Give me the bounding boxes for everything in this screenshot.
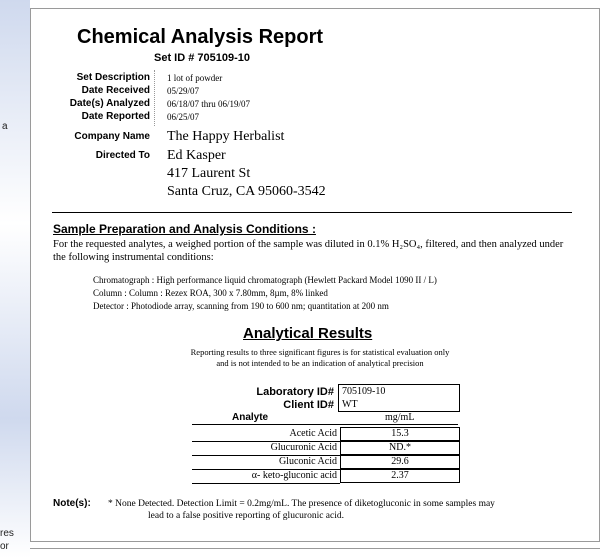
unit-column-header: mg/mL [385,412,415,423]
note-line-2: lead to a false positive reporting of glucuronic acid. [148,511,345,521]
side-fragment-res: res [0,528,14,539]
section-divider [52,212,572,213]
client-id-value: WT [342,399,358,410]
prep-heading: Sample Preparation and Analysis Conditions : [53,222,316,236]
field-divider [154,70,155,126]
notes-text [108,498,568,522]
analyte-row-value: 29.6 [340,455,460,469]
bottom-border [30,548,600,559]
date-analyzed-label: Date(s) Analyzed [69,98,150,109]
disclaimer-line-2: and is not intended to be an indication of analytical precision [216,358,424,368]
directed-to-city: Santa Cruz, CA 95060-3542 [167,184,326,199]
analyte-row-label: Acetic Acid [289,428,337,439]
analyte-column-header: Analyte [232,412,269,423]
directed-to-street: 417 Laurent St [167,166,251,181]
prep-paragraph: For the requested analytes, a weighed portion of the sample was diluted in 0.1% H₂SO₄, filtered, and then analyzed under the following instrumental conditions: [53,239,564,263]
results-disclaimer [160,347,480,369]
analyte-row-label: Glucuronic Acid [270,442,337,453]
client-id-label: Client ID# [283,399,334,411]
company-name-value: The Happy Herbalist [167,129,285,144]
set-description-label: Set Description [76,72,150,83]
results-heading: Analytical Results [243,325,373,342]
analyte-row-value: 2.37 [340,469,460,483]
date-received-value: 05/29/07 [167,86,200,96]
lab-id-value: 705109-10 [342,386,386,397]
notes-label: Note(s): [53,498,91,509]
set-description-value: 1 lot of powder [167,73,223,83]
set-id: Set ID # 705109-10 [154,52,251,64]
date-analyzed-value: 06/18/07 thru 06/19/07 [167,99,250,109]
side-fragment-or: or [0,541,9,552]
analyte-row-value: 15.3 [340,427,460,441]
directed-to-name: Ed Kasper [167,148,226,163]
directed-to-label: Directed To [95,150,150,161]
background-strip [0,0,30,558]
side-fragment-a: a [2,121,8,132]
condition-column: Column : Column : Rezex ROA, 300 x 7.80mm, 8µm, 8% linked [93,288,328,298]
disclaimer-line-1: Reporting results to three significant figures is for statistical evaluation only [190,347,450,357]
note-line-1: * None Detected. Detection Limit = 0.2mg/mL. The presence of diketogluconic in some samples may [108,499,495,509]
company-name-label: Company Name [74,131,150,142]
analyte-row-label: α- keto-gluconic acid [251,470,337,481]
row-rule [192,483,340,484]
condition-chromatograph: Chromatograph : High performance liquid chromatograph (Hewlett Packard Model 1090 II / L) [93,275,437,285]
date-reported-label: Date Reported [81,111,150,122]
lab-id-label: Laboratory ID# [256,386,334,398]
analyte-row-label: Gluconic Acid [278,456,337,467]
date-received-label: Date Received [81,85,150,96]
date-reported-value: 06/25/07 [167,112,200,122]
report-title: Chemical Analysis Report [77,26,324,48]
analyte-row-value: ND.* [340,441,460,455]
condition-detector: Detector : Photodiode array, scanning from 190 to 600 nm; quantitation at 200 nm [93,301,389,311]
